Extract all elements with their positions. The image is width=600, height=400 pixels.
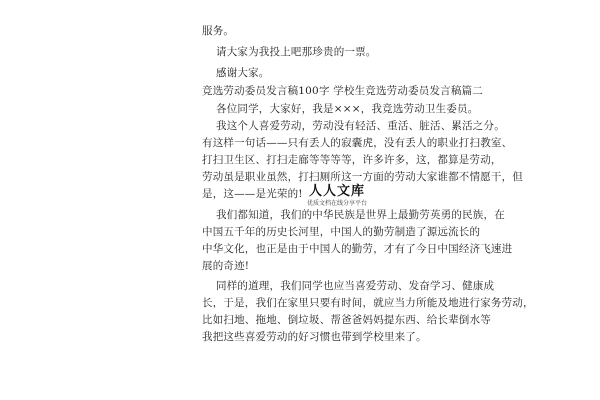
text-line: 打扫卫生区、打扫走廊等等等等，许多许多，这，都算是劳动， (202, 154, 502, 166)
watermark-title: 人人文库 (308, 184, 365, 199)
text-line: 各位同学，大家好，我是×××，我竞选劳动卫生委员。 (216, 103, 479, 115)
text-line: 我这个人喜爱劳动，劳动没有轻活、重活、脏活、累活之分。 (216, 120, 505, 132)
text-line: 展的奇迹! (202, 260, 250, 272)
section-heading: 竞选劳动委员发言稿100字 学校生竞选劳动委员发言稿篇二 (202, 85, 483, 97)
text-line: 中国五千年的历史长河里，中国人的勤劳制造了源远流长的 (202, 226, 481, 238)
text-line: 有这样一句话——只有丢人的寂囊虎，没有丢人的职业打扫教室、 (202, 137, 513, 149)
watermark-subtitle: 优质文档在线分享平台 (306, 200, 367, 207)
text-line: 长，于是，我们在家里只要有时间，就应当力所能及地进行家务劳动， (202, 297, 534, 309)
text-line: 服务。 (202, 25, 235, 37)
text-line: 感谢大家。 (216, 67, 270, 79)
text-line: 请大家为我投上吧那珍贵的一票。 (216, 46, 377, 58)
text-line: 我们都知道，我们的中华民族是世界上最勤劳英勇的民族，在 (216, 209, 505, 221)
text-line: 比如扫地、拖地、倒垃圾、帮爸爸妈妈提东西、给长辈倒水等 (202, 314, 491, 326)
watermark-logo (300, 184, 374, 208)
text-line: 是，这——是光荣的! (202, 188, 303, 200)
text-line: 劳动虽是职业虽然，打扫厕所这一方面的劳动大家谁都不情愿干，但 (202, 171, 523, 183)
text-line: 同样的道理，我们同学也应当喜爱劳动、发奋学习、健康成 (216, 280, 495, 292)
text-line: 我把这些喜爱劳动的好习惯也带到学校里来了。 (202, 331, 427, 343)
text-line: 中华文化，也正是由于中国人的勤劳，才有了今日中国经济飞速进 (202, 243, 513, 255)
